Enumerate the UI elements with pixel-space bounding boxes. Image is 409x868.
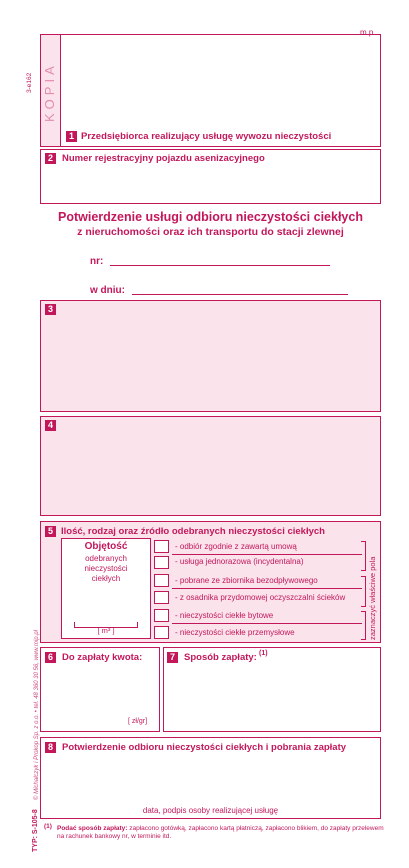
field-2-label: Numer rejestracyjny pojazdu asenizacyjnego	[62, 153, 265, 164]
volume-title: Objętość	[84, 541, 128, 552]
option-divider	[172, 588, 362, 589]
field-1-label: Przedsiębiorca realizujący usługę wywozu nieczystości	[81, 131, 332, 142]
checkbox-industrial[interactable]	[154, 626, 169, 639]
mp-label: m.p.	[360, 28, 376, 37]
form-code: 3-e162	[26, 72, 33, 93]
document-subtitle: z nieruchomości oraz ich transportu do stacji zlewnej	[77, 226, 344, 238]
field-3-number: 3	[45, 304, 56, 315]
group-bracket	[361, 576, 366, 607]
footnote-bold: Podać sposób zapłaty:	[57, 825, 128, 832]
checkbox-one-time[interactable]	[154, 556, 169, 569]
checkbox-domestic[interactable]	[154, 609, 169, 622]
field-8-number: 8	[45, 742, 56, 753]
document-title: Potwierdzenie usługi odbioru nieczystości ciekłych	[58, 210, 363, 224]
field-5-label: Ilość, rodzaj oraz źródło odebranych nieczystości ciekłych	[61, 526, 325, 537]
field-1-number: 1	[66, 131, 77, 142]
field-6-label: Do zapłaty kwota:	[62, 652, 143, 663]
field-6-unit: [ zł/gr]	[128, 718, 148, 725]
footnote-body: zapłacono gotówką, zapłacono kartą płatniczą, zapłacono blikiem, do zapłaty przelewem	[129, 825, 384, 832]
footnote-text-2: na rachunek bankowy nr, w terminie itd.	[57, 833, 172, 840]
footnote-text	[57, 824, 387, 833]
option-contract: - odbiór zgodnie z zawartą umową	[175, 542, 297, 551]
number-label: nr:	[90, 256, 104, 267]
option-divider	[172, 623, 362, 624]
field-8-label: Potwierdzenie odbioru nieczystości ciekłych i pobrania zapłaty	[62, 742, 347, 753]
signature-caption: data, podpis osoby realizującej usługę	[142, 806, 279, 815]
number-field[interactable]	[110, 265, 330, 266]
field-6-number: 6	[45, 652, 56, 663]
option-industrial: - nieczystości ciekłe przemysłowe	[175, 628, 295, 637]
date-field[interactable]	[132, 294, 348, 295]
field-3-box[interactable]	[40, 300, 381, 412]
date-label: w dniu:	[90, 285, 125, 296]
option-domestic: - nieczystości ciekłe bytowe	[175, 611, 274, 620]
volume-desc-2: nieczystości	[84, 564, 128, 573]
group-bracket	[361, 541, 366, 571]
checkbox-tank[interactable]	[154, 574, 169, 587]
option-tank: - pobrane ze zbiornika bezodpływowego	[175, 576, 318, 585]
option-septic: - z osadnika przydomowej oczyszczalni ścieków	[175, 593, 346, 602]
volume-unit: [ m³ ]	[97, 626, 115, 635]
checkbox-contract[interactable]	[154, 540, 169, 553]
option-divider	[172, 554, 362, 555]
mark-fields-note: zaznaczyć właściwe pola	[368, 556, 377, 640]
field-4-box[interactable]	[40, 416, 381, 516]
group-bracket	[361, 611, 366, 640]
publisher-info: © Michalczyk i Prokop Sp. z o.o. • tel. 48 360 30 56, www.mip.pl	[34, 630, 40, 800]
field-2-number: 2	[45, 153, 56, 164]
field-4-number: 4	[45, 420, 56, 431]
field-7-label: Sposób zapłaty:	[184, 652, 257, 663]
option-one-time: - usługa jednorazowa (incydentalna)	[175, 557, 304, 566]
checkbox-septic[interactable]	[154, 591, 169, 604]
form-type: TYP: S-105-8	[32, 809, 39, 852]
field-7-number: 7	[167, 652, 178, 663]
field-5-number: 5	[45, 526, 56, 537]
volume-desc-3: ciekłych	[91, 574, 121, 583]
kopia-label: KOPIA	[42, 62, 57, 122]
field-7-footnote-ref: (1)	[259, 650, 268, 657]
volume-desc-1: odebranych	[85, 554, 127, 563]
mp-line	[60, 34, 356, 35]
footnote-mark: (1)	[44, 823, 52, 830]
